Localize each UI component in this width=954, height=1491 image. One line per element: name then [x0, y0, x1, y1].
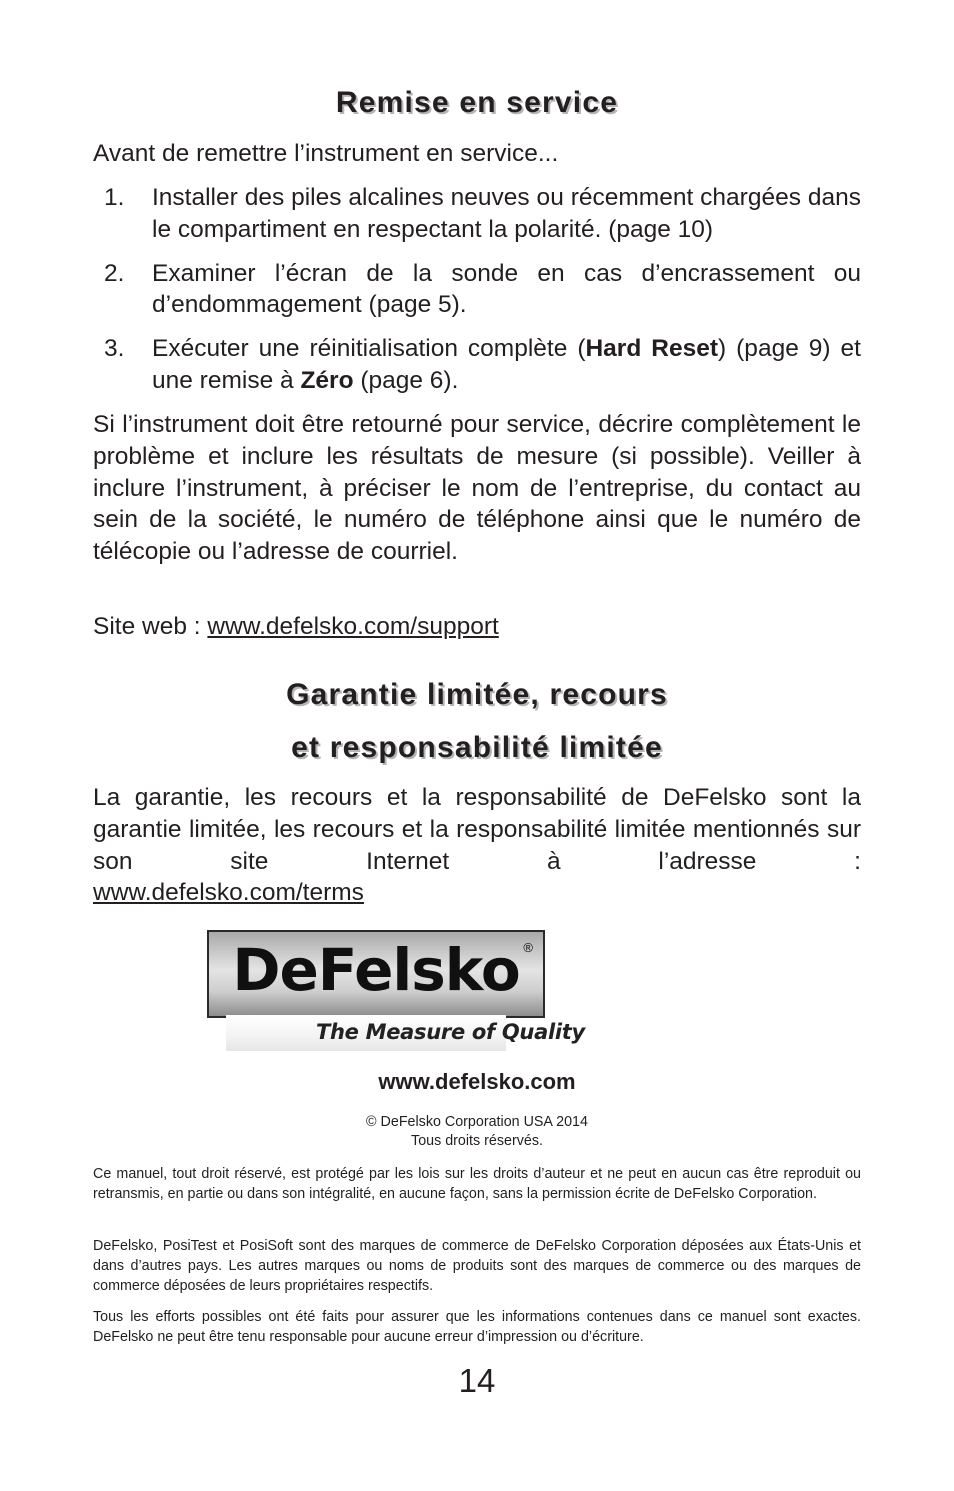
- hard-reset-term: Hard Reset: [585, 335, 719, 363]
- step-item: 1. Installer des piles alcalines neuves ou récemment chargées dans le compartiment en respectant la polarité. (page 10): [104, 184, 861, 243]
- defelsko-logo: [207, 930, 545, 1018]
- legal-copyright: Ce manuel, tout droit réservé, est protégé par les lois sur les droits d’auteur et ne peut en aucun cas être reproduit ou retransmis, en partie ou dans son intégralité, en aucune façon, sans la permission écrite de DeFelsko Corporation.: [93, 1166, 861, 1202]
- step-item: 3. Exécuter une réinitialisation complète (Hard Reset) (page 9) et une remise à Zéro (page 6).: [104, 335, 861, 394]
- terms-line: [93, 877, 861, 909]
- zero-term: Zéro: [300, 366, 354, 394]
- remise-paragraph: Si l’instrument doit être retourné pour service, décrire complètement le problème et inclure les résultats de mesure (si possible). Veiller à inclure l’instrument, à préciser le nom de l’entreprise, du contact au sein de la société, le numéro de téléphone ainsi que le numéro de télécopie ou l’adresse de courriel.: [93, 411, 861, 566]
- registered-mark: ®: [523, 940, 533, 955]
- remise-steps: [93, 182, 861, 397]
- footer-website[interactable]: www.defelsko.com: [378, 1069, 576, 1094]
- legal-trademarks: DeFelsko, PosiTest et PosiSoft sont des marques de commerce de DeFelsko Corporation déposées aux États-Unis et dans d’autres pays. Les autres marques ou noms de produits sont des marques de commerce ou des marques de commerce déposées de leurs propriétaires respectifs.: [93, 1238, 861, 1294]
- logo-wordmark: DeFelsko: [232, 936, 520, 1004]
- page-number: 14: [458, 1362, 496, 1399]
- garantie-paragraph: La garantie, les recours et la responsabilité de DeFelsko sont la garantie limitée, les recours et la responsabilité limitée mentionnés sur son site Internet à l’adresse :: [93, 784, 861, 875]
- footer-rights: Tous droits réservés.: [411, 1133, 543, 1149]
- support-link[interactable]: www.defelsko.com/support: [207, 613, 499, 640]
- legal-disclaimer: Tous les efforts possibles ont été faits pour assurer que les informations contenues dans ce manuel sont exactes. DeFelsko ne peut être tenu responsable pour aucune erreur d’impression ou d’écriture.: [93, 1309, 861, 1345]
- step-item: 2. Examiner l’écran de la sonde en cas d’encrassement ou d’endommagement (page 5).: [104, 259, 861, 319]
- support-line: Site web : www.defelsko.com/support: [93, 613, 499, 640]
- remise-intro: Avant de remettre l’instrument en service...: [93, 140, 559, 167]
- garantie-title-line2: et responsabilité limitée: [291, 731, 663, 764]
- garantie-title-line1: Garantie limitée, recours: [286, 678, 668, 711]
- footer-copyright: © DeFelsko Corporation USA 2014: [366, 1114, 588, 1130]
- remise-title: Remise en service: [335, 86, 619, 119]
- logo-tagline: The Measure of Quality: [226, 1015, 506, 1051]
- terms-link[interactable]: www.defelsko.com/terms: [93, 879, 364, 906]
